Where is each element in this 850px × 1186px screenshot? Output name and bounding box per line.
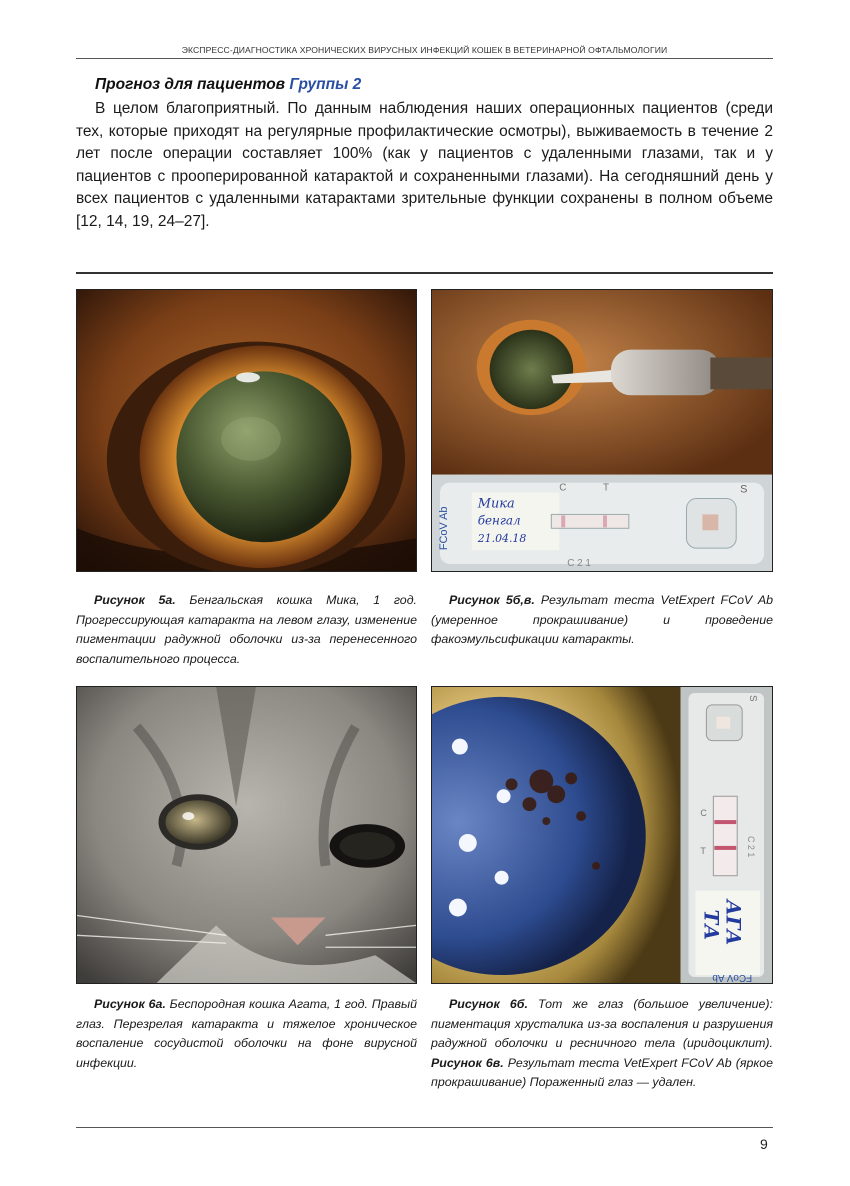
figure-6a-photo bbox=[76, 686, 417, 984]
fig6-handwriting-2: ТА bbox=[699, 909, 724, 941]
section-rule bbox=[76, 272, 773, 274]
figure-6bv-photo bbox=[431, 686, 773, 984]
caption-fig6a bbox=[76, 995, 417, 1073]
caption-fig6a-label: Рисунок 6а. bbox=[94, 997, 166, 1011]
fig6-strip-brand: FCoV Ab bbox=[712, 972, 753, 983]
caption-fig6v-text: Результат теста VetExpert FCoV Ab (яркое прокрашивание) Пораженный глаз — удален. bbox=[431, 1055, 773, 1089]
fig6-mark-side: C 2 1 bbox=[746, 835, 757, 858]
footer-rule bbox=[76, 1127, 773, 1128]
fig5-mark-s: S bbox=[740, 483, 748, 496]
fig5-mark-bottom: C 2 1 bbox=[567, 558, 591, 570]
caption-fig6a-text: Беспородная кошка Агата, 1 год. Правый глаз. Перезрелая катаракта и тяжелое хроническое воспаление сосудистой оболочки на фоне вирусной инфекции. bbox=[76, 997, 417, 1070]
caption-fig5a-text: Бенгальская кошка Мика, 1 год. Прогрессирующая катаракта на левом глазу, изменение пигментации радужной оболочки из-за перенесенного воспалительного процесса. bbox=[76, 593, 417, 666]
caption-fig6bv bbox=[431, 995, 773, 1093]
caption-fig6b-text: Тот же глаз (большое увеличение): пигментация хрусталика из-за воспаления и разрушения радужной оболочки и ресничного тела (иридоциклит). bbox=[431, 997, 773, 1050]
running-header: ЭКСПРЕСС-ДИАГНОСТИКА ХРОНИЧЕСКИХ ВИРУСНЫХ ИНФЕКЦИЙ КОШЕК В ВЕТЕРИНАРНОЙ ОФТАЛЬМОЛОГИИ bbox=[181, 45, 668, 55]
caption-fig5bv-label: Рисунок 5б,в. bbox=[449, 593, 535, 607]
fig5-mark-t: T bbox=[602, 482, 610, 494]
fig6-mark-t: T bbox=[700, 845, 706, 856]
heading-accent: Группы 2 bbox=[289, 76, 362, 93]
figure-5bv-photo bbox=[431, 289, 773, 572]
fig5-handwriting-1: Мика bbox=[477, 496, 515, 512]
fig6-mark-s: S bbox=[747, 694, 759, 702]
caption-fig5bv-text: Результат теста VetExpert FCoV Ab (умеренное прокрашивание) и проведение факоэмульсификации катаракты. bbox=[431, 593, 773, 646]
figure-5a-photo bbox=[76, 289, 417, 572]
fig5-strip-brand: FCoV Ab bbox=[437, 506, 450, 551]
caption-fig6v-label: Рисунок 6в. bbox=[431, 1055, 504, 1070]
body-paragraph: В целом благоприятный. По данным наблюдения наших операционных пациентов (среди тех, которые приходят на регулярные профилактические осмотры), выживаемость в течение 2 лет после операции составляет 100% (как у пациентов с удаленными глазами, так и у пациентов с прооперированной катарактой и сохраненными глазами). На сегодняшний день у всех пациентов с удаленными катарактами зрительные функции сохранены в полном объеме [12, 14, 19, 24–27]. bbox=[76, 100, 773, 230]
caption-fig5a-label: Рисунок 5а. bbox=[94, 593, 176, 607]
heading-prefix: Прогноз для пациентов bbox=[95, 76, 286, 93]
page-number: 9 bbox=[760, 1136, 768, 1152]
caption-fig6b-label: Рисунок 6б. bbox=[449, 997, 528, 1011]
fig6-mark-c: C bbox=[700, 808, 707, 819]
caption-fig5bv bbox=[431, 591, 773, 650]
fig5-mark-c: C bbox=[559, 482, 567, 494]
fig6-handwriting-1: АГА bbox=[721, 899, 746, 946]
fig5-handwriting-2: бенгал bbox=[477, 513, 521, 528]
caption-fig5a bbox=[76, 591, 417, 669]
header-rule bbox=[76, 58, 773, 59]
fig5-handwriting-3: 21.04.18 bbox=[477, 532, 527, 546]
section-heading bbox=[95, 76, 361, 94]
